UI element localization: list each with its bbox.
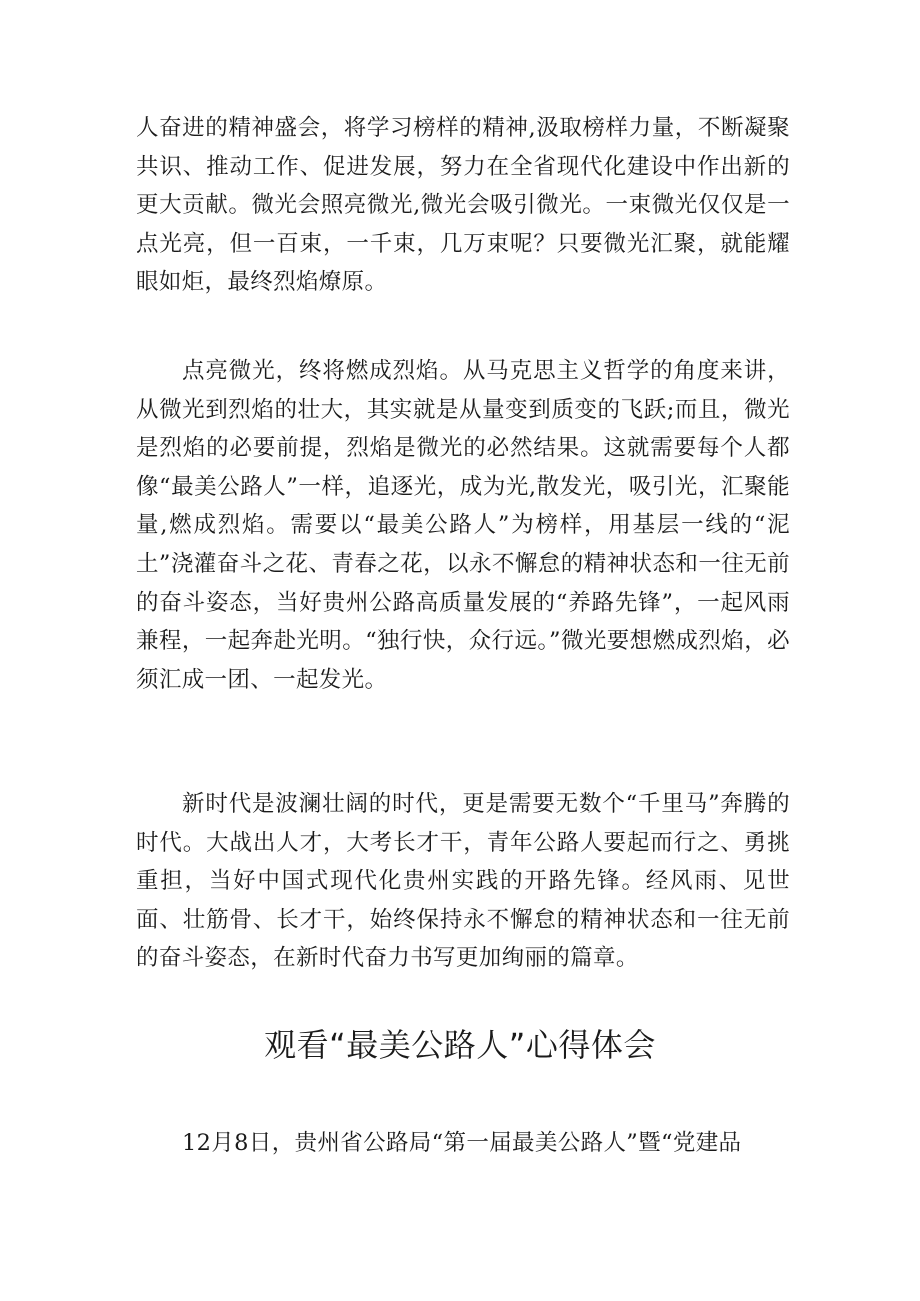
section-title: 观看“最美公路人”心得体会 [264,1026,656,1064]
paragraph-1: 人奋进的精神盛会，将学习榜样的精神,汲取榜样力量，不断凝聚共识、推动工作、促进发展，努力在全省现代化建设中作出新的更大贡献。微光会照亮微光,微光会吸引微光。一束微光仅仅是一点光亮，但一百束，一千束，几万束呢？只要微光汇聚，就能耀眼如炬，最终烈焰燎原。 [136,115,790,296]
paragraph-4: 12月8日，贵州省公路局“第一届最美公路人”暨“党建品 [182,1130,742,1156]
paragraph-2: 点亮微光，终将燃成烈焰。从马克思主义哲学的角度来讲，从微光到烈焰的壮大，其实就是从量变到质变的飞跃;而且，微光是烈焰的必要前提，烈焰是微光的必然结果。这就需要每个人都像“最美公路人”一样，追逐光，成为光,散发光，吸引光，汇聚能量,燃成烈焰。需要以“最美公路人”为榜样，用基层一线的“泥土”浇灌奋斗之花、青春之花，以永不懈怠的精神状态和一往无前的奋斗姿态，当好贵州公路高质量发展的“养路先锋”，一起风雨兼程，一起奔赴光明。“独行快，众行远。”微光要想燃成烈焰，必须汇成一团、一起发光。 [136,358,790,693]
paragraph-3: 新时代是波澜壮阔的时代，更是需要无数个“千里马”奔腾的时代。大战出人才，大考长才干，青年公路人要起而行之、勇挑重担，当好中国式现代化贵州实践的开路先锋。经风雨、见世面、壮筋骨、长才干，始终保持永不懈怠的精神状态和一往无前的奋斗姿态，在新时代奋力书写更加绚丽的篇章。 [136,791,790,972]
